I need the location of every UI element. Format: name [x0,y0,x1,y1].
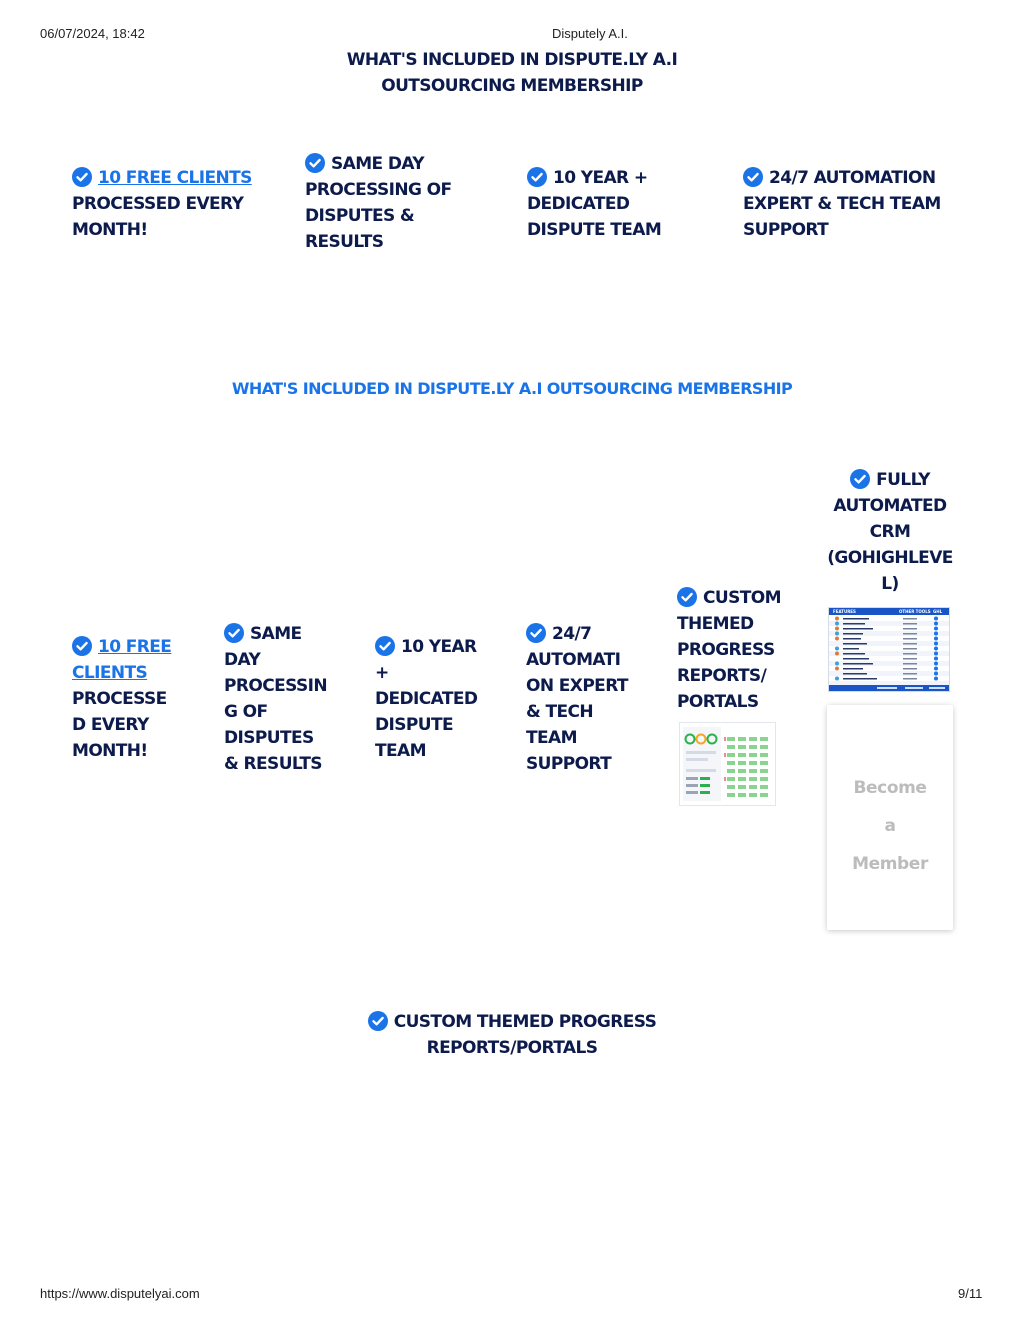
s2-f3-line: 24/7 [552,624,592,644]
print-page-title: Disputely A.I. [552,26,628,41]
free-clients-link[interactable]: 10 FREE CLIENTS [98,168,252,188]
check-circle-icon [526,623,546,643]
s1-feature-24-7 [743,165,983,243]
s2-f2-line: TEAM [375,741,426,761]
section1-title-line2: OUTSOURCING MEMBERSHIP [381,76,643,96]
s2-feature-crm [820,467,960,597]
s2-f4-line: CUSTOM [703,588,781,608]
section3-line1: CUSTOM THEMED PROGRESS [393,1012,657,1032]
member-line: Member [852,854,928,874]
s2-f2-line: DISPUTE [375,715,453,735]
progress-report-thumbnail [679,722,776,806]
check-circle-icon [375,636,395,656]
check-circle-icon [368,1011,388,1031]
s2-feature-24-7 [526,621,666,777]
s1-f1-line: SAME DAY [331,154,424,174]
s1-f1-line: PROCESSING OF [305,180,452,200]
free-clients-link[interactable]: 10 FREE [98,637,172,657]
s1-f1-line: RESULTS [305,232,384,252]
s2-f4-line: PROGRESS [677,640,775,660]
s1-f1-line: DISPUTES & [305,206,415,226]
free-clients-link[interactable]: CLIENTS [72,663,148,683]
section1-title-line1: WHAT'S INCLUDED IN DISPUTE.LY A.I [346,50,678,70]
s1-f3-line: EXPERT & TECH TEAM [743,194,941,214]
s2-f3-line: ON EXPERT [526,676,628,696]
become-member-button-label[interactable] [827,769,953,883]
s1-feature-free-clients [72,165,272,243]
s2-f3-line: AUTOMATI [526,650,621,670]
s2-f1-line: SAME [250,624,302,644]
s2-f1-line: DAY [224,650,261,670]
s2-f5-line: FULLY [876,470,930,490]
section2-title: WHAT'S INCLUDED IN DISPUTE.LY A.I OUTSOURCING MEMBERSHIP [231,379,793,398]
s2-f4-line: PORTALS [677,692,759,712]
s2-f4-line: REPORTS/ [677,666,767,686]
s2-f1-line: G OF [224,702,268,722]
s2-f2-line: + [375,663,389,683]
s2-feature-same-day [224,621,364,777]
s1-f3-line: SUPPORT [743,220,829,240]
s2-f0-line: PROCESSE [72,689,167,709]
section3-line2: REPORTS/PORTALS [426,1038,598,1058]
check-circle-icon [850,469,870,489]
s2-f3-line: & TECH [526,702,594,722]
s2-f5-line: L) [881,574,899,594]
crm-comparison-thumbnail [828,607,950,692]
s2-f4-line: THEMED [677,614,754,634]
s2-f5-line: CRM [869,522,911,542]
s2-feature-10-year [375,634,515,764]
crm-col-other-tools: OTHER TOOLS [899,609,931,614]
check-circle-icon [72,636,92,656]
s1-feature-10-year [527,165,727,243]
check-circle-icon [527,167,547,187]
crm-col-features: FEATURES [833,609,856,614]
s2-f2-line: 10 YEAR [401,637,477,657]
s1-feature-same-day [305,151,505,255]
s1-f2-line: 10 YEAR + [553,168,648,188]
s2-f2-line: DEDICATED [375,689,478,709]
s1-f3-line: 24/7 AUTOMATION [769,168,936,188]
s1-f0-line: MONTH! [72,220,148,240]
s2-f1-line: & RESULTS [224,754,322,774]
s2-f3-line: SUPPORT [526,754,612,774]
check-circle-icon [305,153,325,173]
s2-f1-line: DISPUTES [224,728,314,748]
print-datetime: 06/07/2024, 18:42 [40,26,145,41]
s2-f0-line: D EVERY [72,715,149,735]
crm-col-ghl: GHL [933,609,943,614]
s2-f0-line: MONTH! [72,741,148,761]
become-member-card[interactable] [827,705,953,930]
member-line: a [884,816,896,836]
s1-f2-line: DEDICATED [527,194,630,214]
check-circle-icon [72,167,92,187]
section1-title [312,47,712,99]
check-circle-icon [743,167,763,187]
print-url: https://www.disputelyai.com [40,1286,200,1301]
s2-f1-line: PROCESSIN [224,676,327,696]
s2-f3-line: TEAM [526,728,577,748]
member-line: Become [853,778,927,798]
print-page-number: 9/11 [958,1286,983,1301]
s2-feature-free-clients [72,634,212,764]
s2-feature-custom-reports [677,585,817,715]
s1-f2-line: DISPUTE TEAM [527,220,662,240]
s2-f5-line: (GOHIGHLEVE [827,548,953,568]
check-circle-icon [224,623,244,643]
check-circle-icon [677,587,697,607]
s2-f5-line: AUTOMATED [833,496,947,516]
section3-feature-custom-reports [312,1009,712,1061]
s1-f0-line: PROCESSED EVERY [72,194,244,214]
